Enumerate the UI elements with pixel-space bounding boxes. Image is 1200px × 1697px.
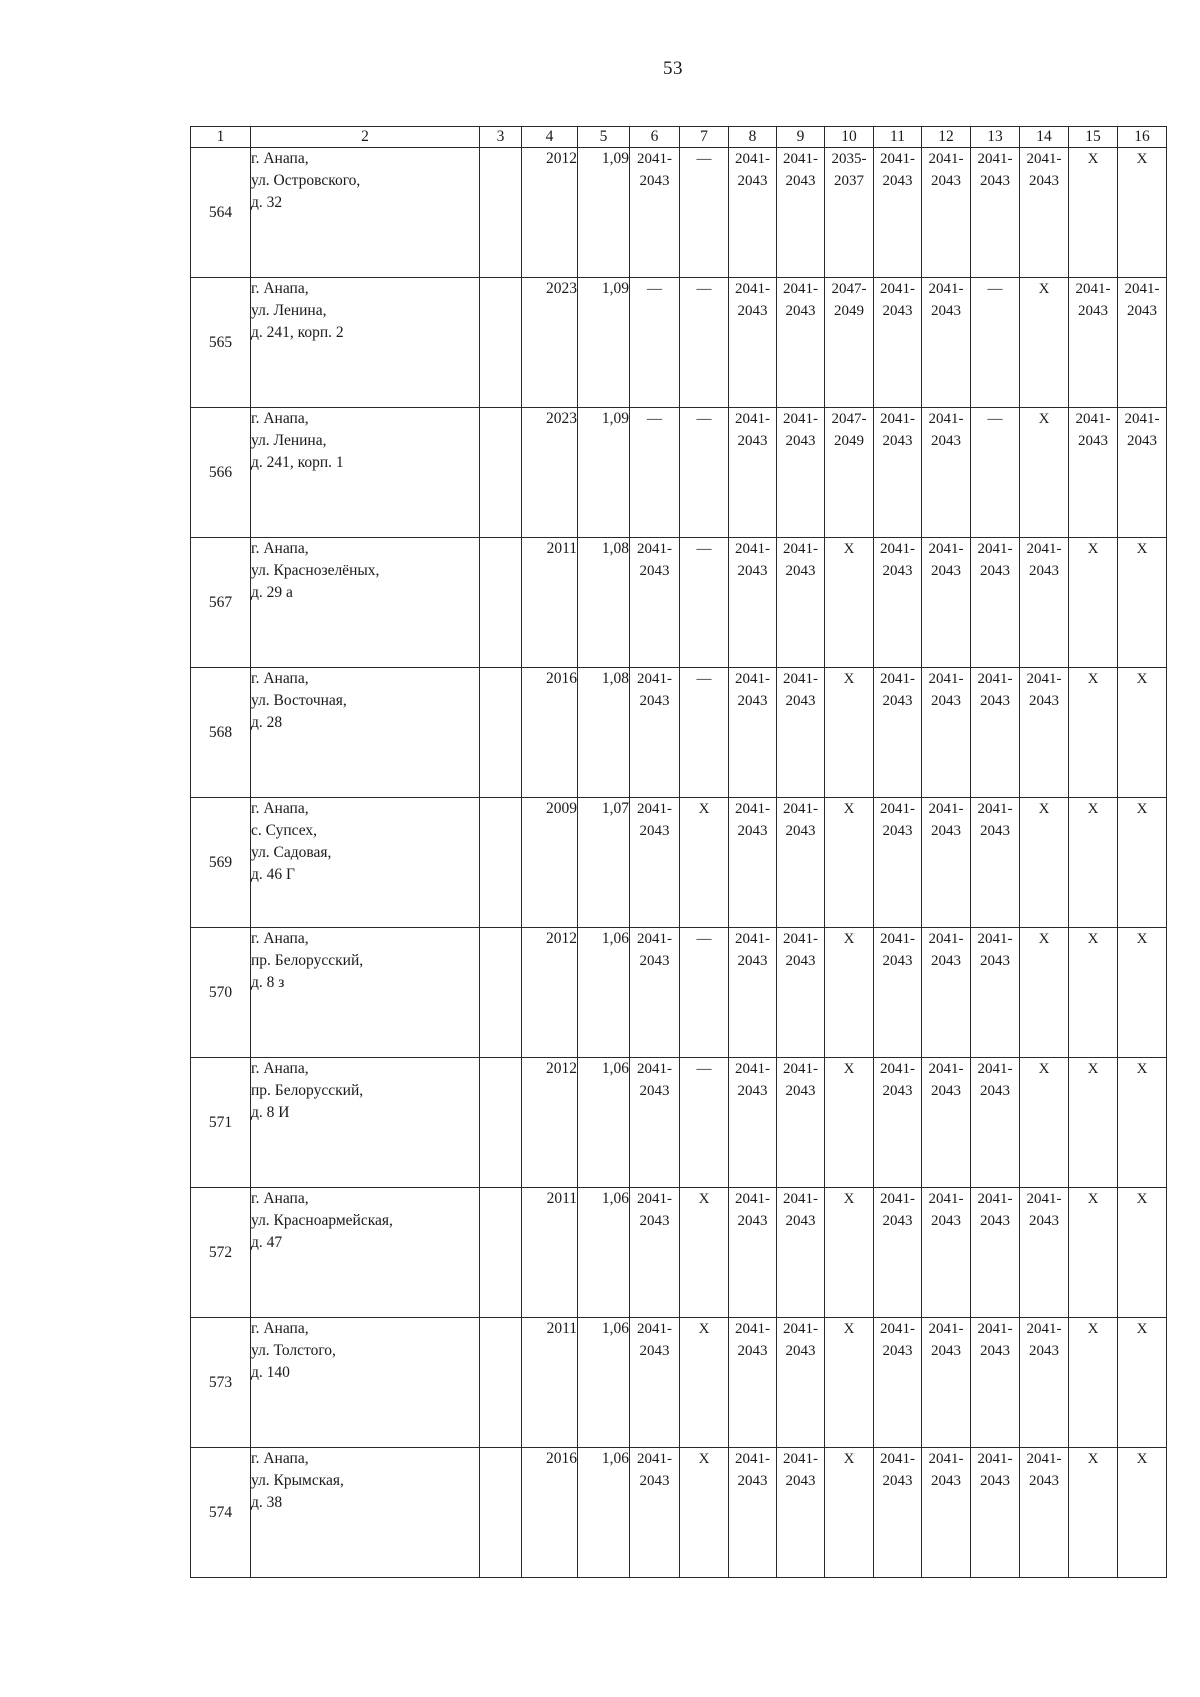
period-cell-7: — bbox=[680, 408, 729, 538]
period-cell-9: 2041- 2043 bbox=[777, 1188, 825, 1318]
period-cell-15: X bbox=[1069, 1448, 1118, 1578]
period-cell-9: 2041- 2043 bbox=[777, 1318, 825, 1448]
column-header: 8 bbox=[729, 127, 777, 148]
period-cell-8: 2041- 2043 bbox=[729, 1448, 777, 1578]
period-cell-11: 2041- 2043 bbox=[874, 408, 922, 538]
period-cell-12: 2041- 2043 bbox=[922, 1448, 971, 1578]
period-cell-8: 2041- 2043 bbox=[729, 1318, 777, 1448]
period-cell-6: 2041- 2043 bbox=[630, 798, 680, 928]
period-cell-14: X bbox=[1020, 928, 1069, 1058]
period-cell-15: 2041- 2043 bbox=[1069, 408, 1118, 538]
period-cell-15: X bbox=[1069, 798, 1118, 928]
period-cell-14: X bbox=[1020, 278, 1069, 408]
row-number: 567 bbox=[191, 538, 251, 668]
row-number: 572 bbox=[191, 1188, 251, 1318]
period-cell-13: 2041- 2043 bbox=[971, 538, 1020, 668]
address-line: ул. Краснозелёных, bbox=[251, 562, 380, 579]
row-number: 565 bbox=[191, 278, 251, 408]
coefficient-cell: 1,08 bbox=[578, 538, 630, 668]
period-cell-15: X bbox=[1069, 538, 1118, 668]
period-cell-8: 2041- 2043 bbox=[729, 408, 777, 538]
period-cell-9: 2041- 2043 bbox=[777, 928, 825, 1058]
period-cell-13: 2041- 2043 bbox=[971, 148, 1020, 278]
period-cell-9: 2041- 2043 bbox=[777, 148, 825, 278]
address-line: д. 241, корп. 1 bbox=[251, 454, 344, 471]
column-header: 13 bbox=[971, 127, 1020, 148]
period-cell-16: X bbox=[1118, 148, 1167, 278]
period-cell-6: 2041- 2043 bbox=[630, 668, 680, 798]
period-cell-8: 2041- 2043 bbox=[729, 538, 777, 668]
address-line: д. 32 bbox=[251, 194, 283, 211]
period-cell-7: — bbox=[680, 148, 729, 278]
period-cell-11: 2041- 2043 bbox=[874, 278, 922, 408]
coefficient-cell: 1,06 bbox=[578, 1448, 630, 1578]
period-cell-10: 2047- 2049 bbox=[825, 408, 874, 538]
period-cell-8: 2041- 2043 bbox=[729, 928, 777, 1058]
address-line: д. 28 bbox=[251, 714, 283, 731]
period-cell-15: X bbox=[1069, 1058, 1118, 1188]
period-cell-8: 2041- 2043 bbox=[729, 668, 777, 798]
period-cell-7: — bbox=[680, 928, 729, 1058]
period-cell-7: — bbox=[680, 538, 729, 668]
period-cell-13: 2041- 2043 bbox=[971, 798, 1020, 928]
period-cell-12: 2041- 2043 bbox=[922, 408, 971, 538]
address-line: пр. Белорусский, bbox=[251, 1082, 364, 1099]
period-cell-14: 2041- 2043 bbox=[1020, 538, 1069, 668]
row-number: 568 bbox=[191, 668, 251, 798]
address-cell bbox=[251, 538, 480, 668]
address-cell bbox=[251, 1058, 480, 1188]
address-cell bbox=[251, 278, 480, 408]
table-row bbox=[191, 798, 1167, 928]
period-cell-10: X bbox=[825, 1188, 874, 1318]
period-cell-16: 2041- 2043 bbox=[1118, 408, 1167, 538]
row-number: 564 bbox=[191, 148, 251, 278]
period-cell-11: 2041- 2043 bbox=[874, 538, 922, 668]
period-cell-16: 2041- 2043 bbox=[1118, 278, 1167, 408]
period-cell-8: 2041- 2043 bbox=[729, 148, 777, 278]
address-cell bbox=[251, 928, 480, 1058]
row-number: 574 bbox=[191, 1448, 251, 1578]
period-cell-9: 2041- 2043 bbox=[777, 798, 825, 928]
period-cell-7: X bbox=[680, 1318, 729, 1448]
period-cell-10: X bbox=[825, 1318, 874, 1448]
period-cell-12: 2041- 2043 bbox=[922, 1318, 971, 1448]
period-cell-10: X bbox=[825, 538, 874, 668]
table-row bbox=[191, 928, 1167, 1058]
address-line: г. Анапа, bbox=[251, 670, 309, 687]
coefficient-cell: 1,06 bbox=[578, 1318, 630, 1448]
period-cell-14: X bbox=[1020, 408, 1069, 538]
period-cell-16: X bbox=[1118, 668, 1167, 798]
period-cell-12: 2041- 2043 bbox=[922, 798, 971, 928]
period-cell-7: X bbox=[680, 798, 729, 928]
row-number: 569 bbox=[191, 798, 251, 928]
year-cell: 2023 bbox=[522, 408, 578, 538]
period-cell-10: X bbox=[825, 928, 874, 1058]
address-line: г. Анапа, bbox=[251, 540, 309, 557]
coefficient-cell: 1,08 bbox=[578, 668, 630, 798]
year-cell: 2011 bbox=[522, 538, 578, 668]
period-cell-11: 2041- 2043 bbox=[874, 1058, 922, 1188]
coefficient-cell: 1,09 bbox=[578, 408, 630, 538]
period-cell-11: 2041- 2043 bbox=[874, 668, 922, 798]
coefficient-cell: 1,06 bbox=[578, 1188, 630, 1318]
col-3-cell bbox=[480, 1318, 522, 1448]
period-cell-8: 2041- 2043 bbox=[729, 1188, 777, 1318]
address-line: г. Анапа, bbox=[251, 800, 309, 817]
address-line: д. 29 а bbox=[251, 584, 293, 601]
address-line: д. 8 з bbox=[251, 974, 285, 991]
coefficient-cell: 1,06 bbox=[578, 928, 630, 1058]
period-cell-16: X bbox=[1118, 1058, 1167, 1188]
period-cell-6: — bbox=[630, 408, 680, 538]
year-cell: 2011 bbox=[522, 1188, 578, 1318]
period-cell-6: 2041- 2043 bbox=[630, 1188, 680, 1318]
period-cell-10: X bbox=[825, 1058, 874, 1188]
period-cell-6: 2041- 2043 bbox=[630, 148, 680, 278]
period-cell-8: 2041- 2043 bbox=[729, 1058, 777, 1188]
period-cell-8: 2041- 2043 bbox=[729, 798, 777, 928]
period-cell-7: X bbox=[680, 1448, 729, 1578]
address-cell bbox=[251, 798, 480, 928]
period-cell-14: 2041- 2043 bbox=[1020, 1318, 1069, 1448]
period-cell-12: 2041- 2043 bbox=[922, 928, 971, 1058]
period-cell-16: X bbox=[1118, 1448, 1167, 1578]
column-header: 7 bbox=[680, 127, 729, 148]
column-header: 1 bbox=[191, 127, 251, 148]
column-header: 6 bbox=[630, 127, 680, 148]
row-number: 566 bbox=[191, 408, 251, 538]
period-cell-7: — bbox=[680, 668, 729, 798]
address-cell bbox=[251, 1318, 480, 1448]
period-cell-9: 2041- 2043 bbox=[777, 1448, 825, 1578]
col-3-cell bbox=[480, 148, 522, 278]
period-cell-10: 2047- 2049 bbox=[825, 278, 874, 408]
year-cell: 2012 bbox=[522, 148, 578, 278]
period-cell-15: X bbox=[1069, 1318, 1118, 1448]
address-line: д. 46 Г bbox=[251, 866, 295, 883]
period-cell-14: 2041- 2043 bbox=[1020, 1188, 1069, 1318]
address-line: с. Супсех, bbox=[251, 822, 317, 839]
period-cell-6: — bbox=[630, 278, 680, 408]
row-number: 571 bbox=[191, 1058, 251, 1188]
address-line: ул. Островского, bbox=[251, 172, 361, 189]
address-line: г. Анапа, bbox=[251, 930, 309, 947]
period-cell-10: X bbox=[825, 798, 874, 928]
address-cell bbox=[251, 1448, 480, 1578]
period-cell-14: 2041- 2043 bbox=[1020, 668, 1069, 798]
period-cell-12: 2041- 2043 bbox=[922, 1188, 971, 1318]
period-cell-12: 2041- 2043 bbox=[922, 538, 971, 668]
period-cell-8: 2041- 2043 bbox=[729, 278, 777, 408]
period-cell-10: X bbox=[825, 1448, 874, 1578]
year-cell: 2016 bbox=[522, 668, 578, 798]
table-row bbox=[191, 278, 1167, 408]
address-line: ул. Ленина, bbox=[251, 432, 327, 449]
col-3-cell bbox=[480, 1448, 522, 1578]
period-cell-11: 2041- 2043 bbox=[874, 148, 922, 278]
period-cell-15: X bbox=[1069, 928, 1118, 1058]
period-cell-12: 2041- 2043 bbox=[922, 1058, 971, 1188]
period-cell-16: X bbox=[1118, 798, 1167, 928]
period-cell-13: 2041- 2043 bbox=[971, 1188, 1020, 1318]
address-line: г. Анапа, bbox=[251, 410, 309, 427]
table-row bbox=[191, 668, 1167, 798]
address-line: д. 8 И bbox=[251, 1104, 290, 1121]
period-cell-9: 2041- 2043 bbox=[777, 1058, 825, 1188]
period-cell-15: X bbox=[1069, 1188, 1118, 1318]
coefficient-cell: 1,09 bbox=[578, 148, 630, 278]
column-number-row bbox=[191, 127, 1167, 148]
column-header: 9 bbox=[777, 127, 825, 148]
period-cell-9: 2041- 2043 bbox=[777, 278, 825, 408]
period-cell-10: 2035- 2037 bbox=[825, 148, 874, 278]
period-cell-7: X bbox=[680, 1188, 729, 1318]
period-cell-11: 2041- 2043 bbox=[874, 1448, 922, 1578]
address-cell bbox=[251, 408, 480, 538]
row-number: 573 bbox=[191, 1318, 251, 1448]
period-cell-7: — bbox=[680, 1058, 729, 1188]
column-header: 4 bbox=[522, 127, 578, 148]
period-cell-13: — bbox=[971, 278, 1020, 408]
address-line: г. Анапа, bbox=[251, 150, 309, 167]
period-cell-13: 2041- 2043 bbox=[971, 1058, 1020, 1188]
period-cell-15: X bbox=[1069, 668, 1118, 798]
register-table bbox=[190, 126, 1167, 1578]
column-header: 15 bbox=[1069, 127, 1118, 148]
period-cell-16: X bbox=[1118, 1318, 1167, 1448]
year-cell: 2011 bbox=[522, 1318, 578, 1448]
column-header: 12 bbox=[922, 127, 971, 148]
period-cell-9: 2041- 2043 bbox=[777, 408, 825, 538]
column-header: 10 bbox=[825, 127, 874, 148]
col-3-cell bbox=[480, 538, 522, 668]
address-line: г. Анапа, bbox=[251, 280, 309, 297]
col-3-cell bbox=[480, 278, 522, 408]
address-line: пр. Белорусский, bbox=[251, 952, 364, 969]
address-line: ул. Садовая, bbox=[251, 844, 332, 861]
address-line: д. 38 bbox=[251, 1494, 283, 1511]
column-header: 2 bbox=[251, 127, 480, 148]
period-cell-16: X bbox=[1118, 1188, 1167, 1318]
period-cell-6: 2041- 2043 bbox=[630, 1448, 680, 1578]
year-cell: 2009 bbox=[522, 798, 578, 928]
period-cell-12: 2041- 2043 bbox=[922, 148, 971, 278]
period-cell-6: 2041- 2043 bbox=[630, 928, 680, 1058]
period-cell-14: 2041- 2043 bbox=[1020, 1448, 1069, 1578]
period-cell-9: 2041- 2043 bbox=[777, 538, 825, 668]
column-header: 14 bbox=[1020, 127, 1069, 148]
col-3-cell bbox=[480, 928, 522, 1058]
year-cell: 2012 bbox=[522, 1058, 578, 1188]
period-cell-12: 2041- 2043 bbox=[922, 668, 971, 798]
period-cell-11: 2041- 2043 bbox=[874, 928, 922, 1058]
address-line: ул. Толстого, bbox=[251, 1342, 336, 1359]
period-cell-13: — bbox=[971, 408, 1020, 538]
period-cell-11: 2041- 2043 bbox=[874, 1318, 922, 1448]
page-number: 53 bbox=[663, 58, 683, 79]
address-line: д. 47 bbox=[251, 1234, 283, 1251]
period-cell-16: X bbox=[1118, 538, 1167, 668]
period-cell-9: 2041- 2043 bbox=[777, 668, 825, 798]
address-line: ул. Восточная, bbox=[251, 692, 347, 709]
period-cell-15: X bbox=[1069, 148, 1118, 278]
coefficient-cell: 1,09 bbox=[578, 278, 630, 408]
year-cell: 2016 bbox=[522, 1448, 578, 1578]
col-3-cell bbox=[480, 408, 522, 538]
column-header: 5 bbox=[578, 127, 630, 148]
address-line: ул. Ленина, bbox=[251, 302, 327, 319]
period-cell-12: 2041- 2043 bbox=[922, 278, 971, 408]
address-cell bbox=[251, 1188, 480, 1318]
table-row bbox=[191, 538, 1167, 668]
table-row bbox=[191, 408, 1167, 538]
column-header: 16 bbox=[1118, 127, 1167, 148]
table-row bbox=[191, 1188, 1167, 1318]
period-cell-7: — bbox=[680, 278, 729, 408]
col-3-cell bbox=[480, 1058, 522, 1188]
table-row bbox=[191, 1058, 1167, 1188]
period-cell-11: 2041- 2043 bbox=[874, 1188, 922, 1318]
address-line: г. Анапа, bbox=[251, 1190, 309, 1207]
address-line: ул. Красноармейская, bbox=[251, 1212, 393, 1229]
period-cell-11: 2041- 2043 bbox=[874, 798, 922, 928]
period-cell-15: 2041- 2043 bbox=[1069, 278, 1118, 408]
column-header: 11 bbox=[874, 127, 922, 148]
address-line: г. Анапа, bbox=[251, 1450, 309, 1467]
period-cell-6: 2041- 2043 bbox=[630, 1058, 680, 1188]
column-header: 3 bbox=[480, 127, 522, 148]
address-line: г. Анапа, bbox=[251, 1320, 309, 1337]
period-cell-13: 2041- 2043 bbox=[971, 1318, 1020, 1448]
period-cell-6: 2041- 2043 bbox=[630, 1318, 680, 1448]
period-cell-6: 2041- 2043 bbox=[630, 538, 680, 668]
address-cell bbox=[251, 668, 480, 798]
row-number: 570 bbox=[191, 928, 251, 1058]
year-cell: 2023 bbox=[522, 278, 578, 408]
col-3-cell bbox=[480, 668, 522, 798]
coefficient-cell: 1,06 bbox=[578, 1058, 630, 1188]
period-cell-14: X bbox=[1020, 1058, 1069, 1188]
period-cell-13: 2041- 2043 bbox=[971, 928, 1020, 1058]
period-cell-14: 2041- 2043 bbox=[1020, 148, 1069, 278]
address-line: д. 241, корп. 2 bbox=[251, 324, 344, 341]
table-row bbox=[191, 148, 1167, 278]
table-row bbox=[191, 1318, 1167, 1448]
address-line: д. 140 bbox=[251, 1364, 290, 1381]
table-row bbox=[191, 1448, 1167, 1578]
period-cell-10: X bbox=[825, 668, 874, 798]
address-line: ул. Крымская, bbox=[251, 1472, 344, 1489]
col-3-cell bbox=[480, 798, 522, 928]
address-line: г. Анапа, bbox=[251, 1060, 309, 1077]
period-cell-16: X bbox=[1118, 928, 1167, 1058]
coefficient-cell: 1,07 bbox=[578, 798, 630, 928]
table-body bbox=[191, 148, 1167, 1578]
year-cell: 2012 bbox=[522, 928, 578, 1058]
col-3-cell bbox=[480, 1188, 522, 1318]
address-cell bbox=[251, 148, 480, 278]
period-cell-13: 2041- 2043 bbox=[971, 668, 1020, 798]
period-cell-14: X bbox=[1020, 798, 1069, 928]
period-cell-13: 2041- 2043 bbox=[971, 1448, 1020, 1578]
